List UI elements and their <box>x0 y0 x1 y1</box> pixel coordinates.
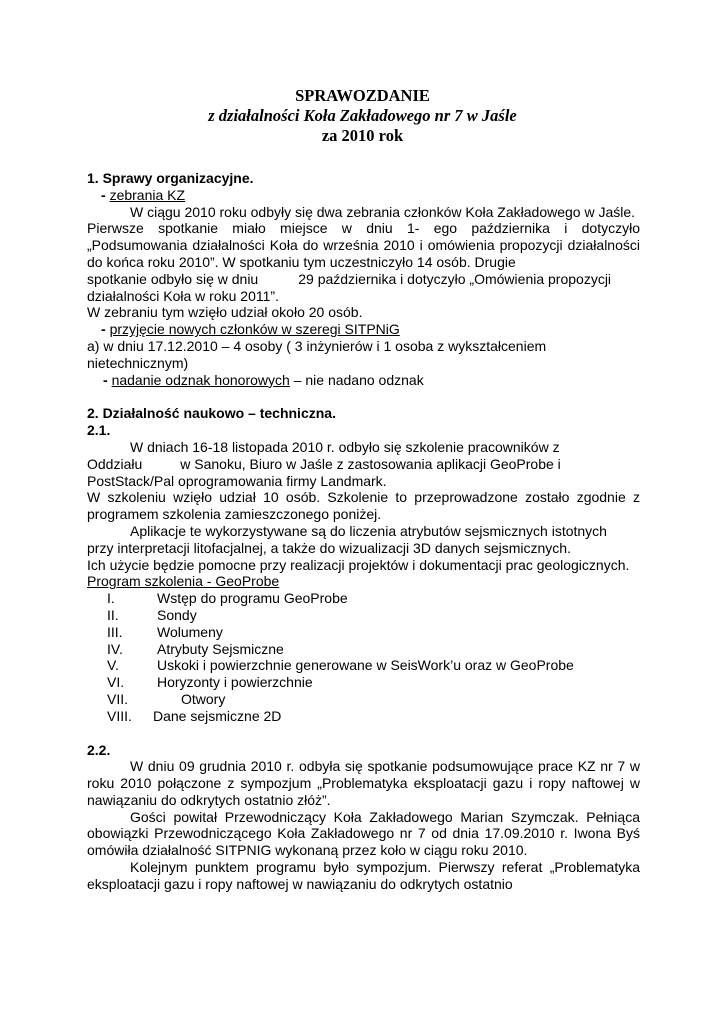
program-item: III. Wolumeny <box>107 623 223 640</box>
symposium-paragraph-2: Gości powitał Przewodniczący Koła Zakładowego Marian Szymczak. Pełniąca obowiązki Przewodniczącego Koła Zakładowego nr 7 od dnia 17.09.2010 r. Iwona Byś omówiła działalność SITPNIG wykonaną przez koło w ciągu roku 2010. <box>87 808 640 859</box>
program-title: Program szkolenia - GeoProbe <box>87 573 280 590</box>
awards-label: nadanie odznak honorowych <box>111 371 290 388</box>
document-period: za 2010 rok <box>321 126 404 145</box>
members-subheading: - przyjęcie nowych członków w szeregi SITPNiG <box>101 321 400 338</box>
meetings-paragraph-2: Pierwsze spotkanie miało miejsce w dniu 1- ego października i dotyczyło „Podsumowania działalności Koła do września 2010 i omówienia propozycji działalności do końca roku 2010”. W spotkaniu tym uczestniczyło 14 osób. Drugie <box>87 220 640 270</box>
program-item: VI. Horyzonty i powierzchnie <box>107 674 313 691</box>
training-paragraph-3-a: Aplikacje te wykorzystywane są do liczenia atrybutów sejsmicznych istotnych <box>130 522 607 539</box>
program-item: I. Wstęp do programu GeoProbe <box>107 590 348 607</box>
symposium-paragraph-1: W dniu 09 grudnia 2010 r. odbyła się spotkanie podsumowujące prace KZ nr 7 w roku 2010 połączone z sympozjum „Problematyka eksploatacji gazu i ropy naftowej w nawiązaniu do odkrytych ostatnio złóż”. <box>87 758 640 808</box>
document-title: SPRAWOZDANIE <box>295 86 430 105</box>
members-item-a: a) w dniu 17.12.2010 – 4 osoby ( 3 inżynierów i 1 osoba z wykształceniem nietechnicznym) <box>87 337 547 371</box>
training-paragraph-3-b: przy interpretacji litofacjalnej, a także do wizualizacji 3D danych sejsmicznych. <box>87 539 571 556</box>
document-body <box>87 170 640 893</box>
awards-line: - nadanie odznak honorowych – nie nadano odznak <box>103 371 424 388</box>
document-subtitle: z działalności Koła Zakładowego nr 7 w Jaśle <box>208 106 517 125</box>
section-1-heading: 1. Sprawy organizacyjne. <box>87 170 254 186</box>
training-paragraph-1-b: Oddziału w Sanoku, Biuro w Jaśle z zastosowania aplikacji GeoProbe i <box>87 455 561 472</box>
meetings-paragraph-1: W ciągu 2010 roku odbyły się dwa zebrania członków Koła Zakładowego w Jaśle. <box>130 203 636 220</box>
program-list <box>87 590 640 724</box>
training-paragraph-4: Ich użycie będzie pomocne przy realizacji projektów i dokumentacji prac geologicznych. <box>87 556 630 573</box>
program-item: IV. Atrybuty Sejsmiczne <box>107 640 284 657</box>
training-paragraph-1-c: PostStack/Pal oprogramowania firmy Landmark. <box>87 472 387 489</box>
program-item: V. Uskoki i powierzchnie generowane w SeisWork’u oraz w GeoProbe <box>107 657 574 674</box>
training-paragraph-1-a: W dniach 16-18 listopada 2010 r. odbyło się szkolenie pracowników z <box>130 438 560 455</box>
training-paragraph-2: W szkoleniu wzięło udział 10 osób. Szkolenie to przeprowadzone zostało zgodnie z programem szkolenia zamieszczonego poniżej. <box>87 489 640 523</box>
members-label: przyjęcie nowych członków w szeregi SITPNiG <box>109 321 400 338</box>
program-item: VII. Otwory <box>107 690 226 707</box>
meetings-paragraph-2-end: działalności Koła w roku 2011”. <box>87 287 279 304</box>
program-item: VIII. Dane sejsmiczne 2D <box>107 707 282 724</box>
meetings-subheading: - zebrania KZ <box>101 186 186 203</box>
meetings-paragraph-2-line: spotkanie odbyło się w dniu 29 października i dotyczyło „Omówienia propozycji <box>87 270 612 287</box>
subsection-2-2: 2.2. <box>87 741 111 758</box>
program-item: II. Sondy <box>107 606 197 623</box>
meetings-label: zebrania KZ <box>109 186 186 203</box>
section-2-heading: 2. Działalność naukowo – techniczna. <box>87 405 336 422</box>
document-header <box>0 86 725 146</box>
meetings-paragraph-3: W zebraniu tym wzięło udział około 20 osób. <box>87 304 363 321</box>
subsection-2-1: 2.1. <box>87 422 111 439</box>
symposium-paragraph-3: Kolejnym punktem programu było sympozjum. Pierwszy referat „Problematyka eksploatacji gazu i ropy naftowej w nawiązaniu do odkrytych ostatnio <box>87 859 640 892</box>
